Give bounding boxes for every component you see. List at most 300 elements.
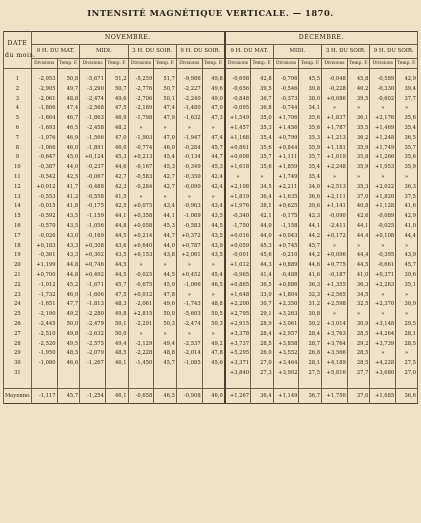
- day-cell: 16: [4, 222, 32, 232]
- division-cell: -0,175: [80, 202, 106, 212]
- division-cell: +1,266: [370, 153, 396, 163]
- temperature-cell: 49,2: [57, 310, 80, 320]
- temperature-cell: 49,2: [202, 340, 225, 350]
- temperature-cell: 46,1: [105, 388, 128, 403]
- division-cell: -1,632: [176, 114, 202, 124]
- division-cell: +0,108: [370, 232, 396, 242]
- division-cell: [273, 379, 299, 389]
- temperature-cell: 49,6: [202, 85, 225, 95]
- division-cell: +3,902: [273, 369, 299, 379]
- division-cell: +3,566: [322, 349, 348, 359]
- temperature-cell: 47,8: [202, 349, 225, 359]
- temperature-cell: 47,7: [57, 300, 80, 310]
- day-cell: 26: [4, 320, 32, 330]
- division-cell: -0,349: [176, 163, 202, 173]
- temperature-cell: 42,5: [105, 202, 128, 212]
- temperature-cell: 41,0: [347, 271, 370, 281]
- division-cell: -2,632: [80, 330, 106, 340]
- division-cell: +0,889: [273, 261, 299, 271]
- temperature-cell: 36,3: [299, 281, 322, 291]
- division-cell: +1,168: [225, 134, 251, 144]
- division-cell: +1,976: [225, 202, 251, 212]
- hour-header: 9 H. DU SOIR.: [176, 45, 224, 59]
- division-cell: -0,187: [322, 271, 348, 281]
- temperature-cell: 35,3: [251, 124, 274, 134]
- temperature-cell: 46,7: [57, 114, 80, 124]
- division-cell: +0,700: [31, 271, 57, 281]
- temperature-cell: 42,6: [347, 212, 370, 222]
- division-cell: »: [176, 330, 202, 340]
- hour-header: MIDI.: [273, 45, 321, 59]
- division-cell: -0,228: [322, 85, 348, 95]
- temperature-cell: 27,0: [396, 369, 418, 379]
- temperature-cell: 42,3: [299, 212, 322, 222]
- temperature-cell: 36,7: [251, 95, 274, 105]
- table-row: [4, 310, 418, 320]
- division-cell: -1,813: [80, 300, 106, 310]
- division-cell: -2,240: [176, 95, 202, 105]
- temperature-cell: 41,4: [251, 271, 274, 281]
- temperature-cell: 28,5: [251, 340, 274, 350]
- division-cell: +1,685: [370, 388, 396, 403]
- temperature-cell: 45,3: [154, 163, 177, 173]
- division-cell: -2,458: [80, 124, 106, 134]
- subcolumn-header: Divisions: [128, 59, 154, 69]
- temperature-cell: 46,0: [105, 144, 128, 154]
- temperature-cell: 45,7: [57, 388, 80, 403]
- division-cell: -1,743: [176, 300, 202, 310]
- division-cell: -1,158: [273, 222, 299, 232]
- temperature-cell: 48,8: [202, 300, 225, 310]
- division-cell: +3,737: [225, 340, 251, 350]
- subcolumn-header: Divisions: [370, 59, 396, 69]
- temperature-cell: 41,0: [396, 222, 418, 232]
- division-cell: +0,302: [80, 251, 106, 261]
- temperature-cell: 37,0: [347, 388, 370, 403]
- division-cell: +0,012: [31, 183, 57, 193]
- temperature-cell: 36,8: [251, 104, 274, 114]
- temperature-cell: 34,1: [299, 104, 322, 114]
- division-cell: +3,263: [273, 310, 299, 320]
- division-cell: -0,350: [176, 173, 202, 183]
- temperature-cell: 35,9: [299, 144, 322, 154]
- temperature-cell: 28,7: [299, 340, 322, 350]
- temperature-cell: 43,0: [396, 251, 418, 261]
- temperature-cell: 36,2: [347, 134, 370, 144]
- division-cell: +0,059: [225, 242, 251, 252]
- temperature-cell: 34,5: [251, 183, 274, 193]
- division-cell: +1,804: [273, 291, 299, 301]
- table-row: [4, 340, 418, 350]
- division-cell: +1,953: [370, 163, 396, 173]
- temperature-cell: 43,3: [57, 242, 80, 252]
- temperature-cell: 48,8: [154, 349, 177, 359]
- temperature-cell: 36,5: [251, 281, 274, 291]
- division-cell: +1,111: [273, 153, 299, 163]
- division-cell: -0,048: [322, 75, 348, 85]
- temperature-cell: 45,7: [396, 261, 418, 271]
- table-row: [4, 114, 418, 124]
- temperature-cell: 26,0: [251, 349, 274, 359]
- temperature-cell: 42,7: [105, 173, 128, 183]
- division-cell: +1,267: [225, 388, 251, 403]
- division-cell: -1,012: [31, 281, 57, 291]
- temperature-cell: 34,0: [299, 183, 322, 193]
- magnetic-intensity-table: [3, 31, 418, 404]
- temperature-cell: 44,0: [154, 242, 177, 252]
- month-header-december: DÉCEMBRE.: [225, 32, 418, 45]
- temperature-cell: 44,5: [105, 271, 128, 281]
- temperature-cell: »: [396, 173, 418, 183]
- temperature-cell: [57, 379, 80, 389]
- table-row: [4, 95, 418, 105]
- division-cell: -0,583: [128, 173, 154, 183]
- division-cell: -0,963: [176, 202, 202, 212]
- division-cell: +1,456: [273, 124, 299, 134]
- division-cell: +5,816: [322, 369, 348, 379]
- temperature-cell: 45,7: [154, 359, 177, 369]
- table-row: [4, 242, 418, 252]
- division-cell: -0,167: [128, 163, 154, 173]
- temperature-cell: 41,6: [396, 202, 418, 212]
- temperature-cell: [105, 379, 128, 389]
- temperature-cell: 40,2: [347, 85, 370, 95]
- division-cell: »: [176, 291, 202, 301]
- temperature-cell: 44,8: [57, 271, 80, 281]
- division-cell: +1,618: [225, 163, 251, 173]
- temperature-cell: 48,3: [105, 300, 128, 310]
- temperature-cell: 44,7: [202, 153, 225, 163]
- division-cell: +1,199: [31, 261, 57, 271]
- division-cell: +1,141: [322, 202, 348, 212]
- division-cell: -1,891: [80, 144, 106, 154]
- table-row: [4, 330, 418, 340]
- temperature-cell: 47,0: [154, 134, 177, 144]
- division-cell: -0,089: [370, 212, 396, 222]
- temperature-cell: 50,3: [202, 320, 225, 330]
- division-cell: -1,693: [31, 124, 57, 134]
- division-cell: -0,387: [31, 163, 57, 173]
- day-cell: 8: [4, 144, 32, 154]
- division-cell: +0,608: [225, 153, 251, 163]
- temperature-cell: 40,8: [347, 202, 370, 212]
- temperature-cell: 35,0: [251, 114, 274, 124]
- temperature-cell: [202, 369, 225, 379]
- division-cell: -0,340: [225, 212, 251, 222]
- division-cell: -2,568: [80, 104, 106, 114]
- spacer-row: [4, 379, 418, 389]
- temperature-cell: [396, 379, 418, 389]
- temperature-cell: 44,5: [154, 271, 177, 281]
- division-cell: +2,022: [370, 183, 396, 193]
- subcolumn-header: Divisions: [225, 59, 251, 69]
- temperature-cell: »: [347, 104, 370, 114]
- temperature-cell: 47,0: [202, 104, 225, 114]
- temperature-cell: 35,6: [251, 163, 274, 173]
- division-cell: -2,474: [80, 95, 106, 105]
- division-cell: -0,025: [370, 222, 396, 232]
- division-cell: -5,603: [176, 310, 202, 320]
- division-cell: +0,787: [176, 242, 202, 252]
- table-row: [4, 124, 418, 134]
- temperature-cell: 49,4: [154, 340, 177, 350]
- temperature-cell: 27,3: [251, 369, 274, 379]
- division-cell: -0,698: [225, 75, 251, 85]
- temperature-cell: 42,9: [396, 75, 418, 85]
- temperature-cell: 44,4: [396, 232, 418, 242]
- temperature-cell: 35,4: [251, 134, 274, 144]
- temperature-cell: 43,5: [105, 251, 128, 261]
- temperature-cell: »: [202, 330, 225, 340]
- temperature-cell: 42,1: [251, 212, 274, 222]
- division-cell: +2,815: [128, 310, 154, 320]
- temperature-cell: »: [154, 193, 177, 203]
- division-cell: +2,598: [322, 300, 348, 310]
- division-cell: +0,172: [322, 232, 348, 242]
- day-cell: 27: [4, 330, 32, 340]
- division-cell: +2,176: [370, 114, 396, 124]
- temperature-cell: 30,7: [251, 300, 274, 310]
- division-cell: -2,190: [31, 310, 57, 320]
- temperature-cell: 35,5: [347, 124, 370, 134]
- division-cell: -0,647: [31, 153, 57, 163]
- day-cell: 31: [4, 369, 32, 379]
- division-cell: -1,267: [80, 359, 106, 369]
- temperature-cell: 43,5: [202, 212, 225, 222]
- temperature-cell: »: [154, 124, 177, 134]
- temperature-cell: 46,0: [202, 388, 225, 403]
- division-cell: +0,075: [128, 202, 154, 212]
- temperature-cell: 41,5: [105, 193, 128, 203]
- month-header-november: NOVEMBRE.: [31, 32, 225, 45]
- division-cell: +1,820: [370, 193, 396, 203]
- division-cell: +0,844: [273, 144, 299, 154]
- temperature-cell: 35,6: [396, 153, 418, 163]
- temperature-cell: 45,9: [154, 281, 177, 291]
- division-cell: -0,583: [176, 222, 202, 232]
- temperature-cell: 46,9: [57, 291, 80, 301]
- temperature-cell: 47,9: [154, 114, 177, 124]
- temperature-cell: 45,3: [251, 242, 274, 252]
- division-cell: »: [370, 310, 396, 320]
- division-cell: -0,026: [31, 232, 57, 242]
- division-cell: +2,211: [273, 183, 299, 193]
- division-cell: +1,213: [322, 134, 348, 144]
- division-cell: +0,043: [273, 232, 299, 242]
- division-cell: -1,950: [31, 349, 57, 359]
- division-cell: +3,061: [273, 320, 299, 330]
- day-cell: 30: [4, 359, 32, 369]
- temperature-cell: 27,0: [251, 359, 274, 369]
- division-cell: -0,706: [273, 75, 299, 85]
- temperature-cell: 35,6: [299, 114, 322, 124]
- division-cell: +1,750: [322, 388, 348, 403]
- division-cell: +3,371: [225, 359, 251, 369]
- division-cell: »: [225, 173, 251, 183]
- division-cell: [128, 369, 154, 379]
- temperature-cell: 44,7: [154, 232, 177, 242]
- subcolumn-header: Temp. F.: [57, 59, 80, 69]
- division-cell: -0,025: [128, 271, 154, 281]
- temperature-cell: 35,7: [396, 144, 418, 154]
- hour-header: 9 H. DU SOIR.: [370, 45, 418, 59]
- temperature-cell: 42,4: [202, 183, 225, 193]
- temperature-cell: 28,5: [396, 340, 418, 350]
- temperature-cell: [105, 369, 128, 379]
- temperature-cell: 44,8: [57, 261, 80, 271]
- division-cell: +0,058: [128, 222, 154, 232]
- temperature-cell: »: [202, 124, 225, 134]
- temperature-cell: 45,4: [202, 271, 225, 281]
- temperature-cell: 36,7: [299, 388, 322, 403]
- division-cell: -1,866: [31, 104, 57, 114]
- temperature-cell: 29,2: [347, 340, 370, 350]
- temperature-cell: 48,5: [57, 349, 80, 359]
- temperature-cell: »: [154, 261, 177, 271]
- temperature-cell: 43,9: [202, 242, 225, 252]
- date-column-header: DATE du mois.: [4, 32, 32, 69]
- division-cell: -1,159: [80, 212, 106, 222]
- division-cell: -0,330: [370, 85, 396, 95]
- day-cell: 24: [4, 300, 32, 310]
- temperature-cell: [154, 369, 177, 379]
- temperature-cell: 36,6: [396, 388, 418, 403]
- temperature-cell: 42,7: [154, 183, 177, 193]
- temperature-cell: 42,9: [396, 212, 418, 222]
- table-row: [4, 183, 418, 193]
- day-cell: 29: [4, 349, 32, 359]
- subcolumn-header: Divisions: [80, 59, 106, 69]
- temperature-cell: 49,4: [105, 340, 128, 350]
- division-cell: +3,014: [322, 320, 348, 330]
- temperature-cell: [347, 379, 370, 389]
- division-cell: -1,863: [80, 114, 106, 124]
- day-cell: 4: [4, 104, 32, 114]
- temperature-cell: 33,0: [251, 291, 274, 301]
- division-cell: +1,787: [322, 124, 348, 134]
- hour-header: 9 H. DU MAT.: [31, 45, 79, 59]
- division-cell: -0,908: [176, 388, 202, 403]
- division-cell: +2,513: [322, 183, 348, 193]
- temperature-cell: 32,3: [299, 291, 322, 301]
- temperature-cell: 48,5: [105, 349, 128, 359]
- temperature-cell: »: [396, 349, 418, 359]
- temperature-cell: 44,4: [347, 251, 370, 261]
- division-cell: +1,837: [322, 114, 348, 124]
- temperature-cell: 39,5: [347, 95, 370, 105]
- division-cell: +0,861: [225, 144, 251, 154]
- division-cell: -0,602: [370, 95, 396, 105]
- division-cell: -0,848: [225, 95, 251, 105]
- division-cell: +1,859: [273, 163, 299, 173]
- temperature-cell: 49,8: [202, 75, 225, 85]
- temperature-cell: 28,4: [299, 330, 322, 340]
- division-cell: +0,372: [176, 232, 202, 242]
- division-cell: -2,291: [128, 320, 154, 330]
- temperature-cell: 29,1: [251, 310, 274, 320]
- table-row: [4, 75, 418, 85]
- temperature-cell: 27,5: [396, 359, 418, 369]
- temperature-cell: 28,5: [347, 359, 370, 369]
- temperature-cell: 43,4: [202, 202, 225, 212]
- temperature-cell: 43,5: [57, 212, 80, 222]
- table-row: [4, 193, 418, 203]
- division-cell: +0,745: [273, 242, 299, 252]
- division-cell: -0,744: [273, 104, 299, 114]
- temperature-cell: »: [396, 104, 418, 114]
- temperature-cell: 41,6: [299, 271, 322, 281]
- division-cell: -0,658: [128, 388, 154, 403]
- temperature-cell: 45,5: [299, 75, 322, 85]
- division-cell: +5,295: [225, 349, 251, 359]
- table-row: [4, 232, 418, 242]
- division-cell: +0,308: [80, 242, 106, 252]
- division-cell: +3,840: [225, 369, 251, 379]
- table-row: [4, 291, 418, 301]
- division-cell: -0,361: [31, 251, 57, 261]
- temperature-cell: 51,2: [105, 75, 128, 85]
- temperature-cell: 35,8: [347, 153, 370, 163]
- division-cell: +2,108: [225, 183, 251, 193]
- division-cell: -0,067: [80, 173, 106, 183]
- temperature-cell: 44,2: [299, 251, 322, 261]
- temperature-cell: 44,0: [251, 222, 274, 232]
- temperature-cell: 45,7: [105, 281, 128, 291]
- temperature-cell: 43,3: [57, 251, 80, 261]
- division-cell: +0,096: [322, 251, 348, 261]
- temperature-cell: 50,0: [57, 320, 80, 330]
- division-cell: +0,016: [225, 232, 251, 242]
- temperature-cell: 47,3: [202, 114, 225, 124]
- temperature-cell: 36,4: [251, 193, 274, 203]
- temperature-cell: 39,8: [299, 85, 322, 95]
- division-cell: +1,469: [370, 124, 396, 134]
- table-row: [4, 173, 418, 183]
- subcolumn-header: Temp. F.: [396, 59, 418, 69]
- division-cell: -1,903: [128, 134, 154, 144]
- division-cell: -2,061: [128, 300, 154, 310]
- division-cell: -1,069: [176, 212, 202, 222]
- temperature-cell: 41,2: [57, 193, 80, 203]
- temperature-cell: 45,3: [105, 153, 128, 163]
- temperature-cell: 39,6: [396, 271, 418, 281]
- temperature-cell: 44,1: [154, 212, 177, 222]
- division-cell: -1,480: [176, 104, 202, 114]
- temperature-cell: 43,5: [202, 251, 225, 261]
- division-cell: +1,248: [370, 134, 396, 144]
- temperature-cell: 28,1: [396, 330, 418, 340]
- temperature-cell: 34,5: [347, 291, 370, 301]
- division-cell: -0,210: [273, 251, 299, 261]
- division-cell: +0,865: [225, 281, 251, 291]
- day-cell: 15: [4, 212, 32, 222]
- temperature-cell: 46,5: [154, 388, 177, 403]
- day-cell: 21: [4, 271, 32, 281]
- table-row: [4, 144, 418, 154]
- division-cell: [80, 379, 106, 389]
- division-cell: »: [370, 104, 396, 114]
- division-cell: +3,464: [273, 359, 299, 369]
- page-title: INTENSITÉ MAGNÉTIQUE VERTICALE. — 1870.: [87, 8, 334, 18]
- division-cell: »: [322, 173, 348, 183]
- day-cell: 5: [4, 114, 32, 124]
- division-cell: -2,129: [128, 340, 154, 350]
- division-cell: -1,566: [80, 134, 106, 144]
- division-cell: +1,128: [370, 202, 396, 212]
- temperature-cell: 50,0: [105, 330, 128, 340]
- temperature-cell: »: [396, 242, 418, 252]
- temperature-cell: 30,9: [347, 320, 370, 330]
